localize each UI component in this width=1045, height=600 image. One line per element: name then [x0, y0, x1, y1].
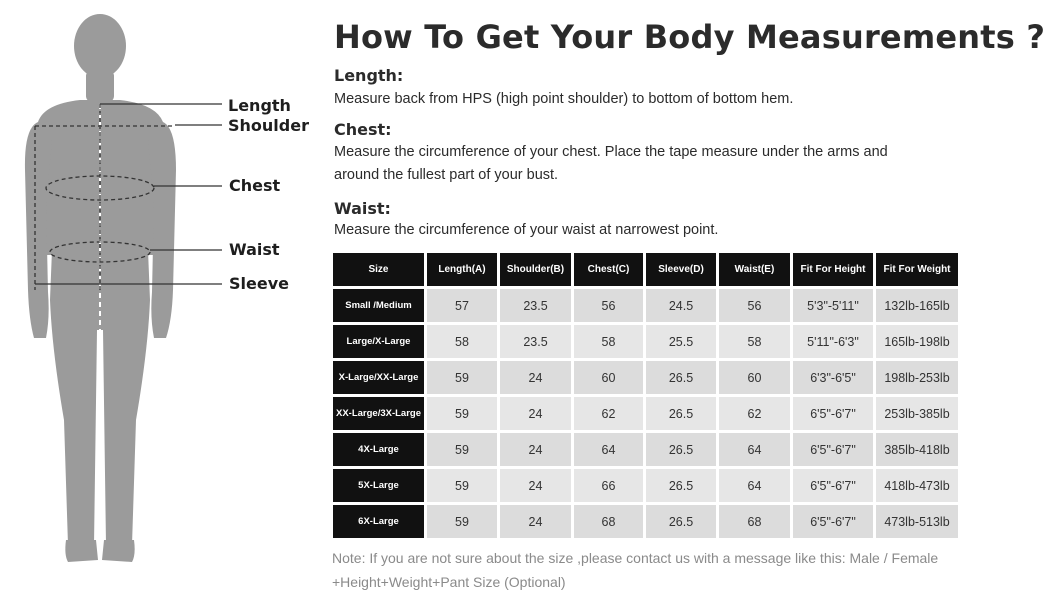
header-waist: Waist(E)	[719, 253, 790, 286]
length-heading: Length:	[334, 66, 404, 85]
length-cell: 59	[427, 469, 497, 502]
fit-height-cell: 6'5"-6'7"	[793, 469, 873, 502]
table-row	[333, 325, 958, 358]
chest-cell: 60	[574, 361, 643, 394]
shoulder-cell: 23.5	[500, 289, 571, 322]
fit-weight-cell: 385lb-418lb	[876, 433, 958, 466]
size-cell: 4X-Large	[333, 433, 424, 466]
size-note: Note: If you are not sure about the size ,please contact us with a message like this: Male / Female +Height+Weight+Pant Size (Optional)	[332, 550, 939, 590]
length-cell: 59	[427, 433, 497, 466]
sleeve-cell: 26.5	[646, 433, 716, 466]
table-row	[333, 361, 958, 394]
size-cell: XX-Large/3X-Large	[333, 397, 424, 430]
fit-weight-cell: 418lb-473lb	[876, 469, 958, 502]
chest-cell: 68	[574, 505, 643, 538]
length-label: Length	[228, 96, 291, 115]
chest-cell: 58	[574, 325, 643, 358]
chest-cell: 62	[574, 397, 643, 430]
fit-weight-cell: 253lb-385lb	[876, 397, 958, 430]
shoulder-cell: 24	[500, 505, 571, 538]
table-row	[333, 397, 958, 430]
sleeve-cell: 24.5	[646, 289, 716, 322]
sleeve-cell: 26.5	[646, 469, 716, 502]
waist-cell: 68	[719, 505, 790, 538]
header-fit-weight: Fit For Weight	[876, 253, 958, 286]
waist-cell: 58	[719, 325, 790, 358]
shoulder-cell: 23.5	[500, 325, 571, 358]
sleeve-cell: 25.5	[646, 325, 716, 358]
size-cell: Small /Medium	[333, 289, 424, 322]
fit-weight-cell: 473lb-513lb	[876, 505, 958, 538]
table-header-row	[333, 253, 958, 286]
fit-weight-cell: 198lb-253lb	[876, 361, 958, 394]
header-sleeve: Sleeve(D)	[646, 253, 716, 286]
header-fit-height: Fit For Height	[793, 253, 873, 286]
fit-weight-cell: 165lb-198lb	[876, 325, 958, 358]
waist-cell: 64	[719, 469, 790, 502]
size-cell: 5X-Large	[333, 469, 424, 502]
shoulder-cell: 24	[500, 469, 571, 502]
waist-cell: 64	[719, 433, 790, 466]
sleeve-label: Sleeve	[229, 274, 289, 293]
chest-cell: 64	[574, 433, 643, 466]
length-cell: 58	[427, 325, 497, 358]
chest-cell: 66	[574, 469, 643, 502]
page-title: How To Get Your Body Measurements ?	[334, 18, 1045, 56]
table-row	[333, 289, 958, 322]
sleeve-cell: 26.5	[646, 397, 716, 430]
waist-cell: 60	[719, 361, 790, 394]
chest-label: Chest	[229, 176, 281, 195]
waist-cell: 56	[719, 289, 790, 322]
shoulder-cell: 24	[500, 433, 571, 466]
length-text: Measure back from HPS (high point shoulder) to bottom of bottom hem.	[334, 91, 794, 107]
chest-text: Measure the circumference of your chest. Place the tape measure under the arms and around the fullest part of your bust.	[334, 144, 888, 183]
shoulder-cell: 24	[500, 397, 571, 430]
size-cell: X-Large/XX-Large	[333, 361, 424, 394]
size-cell: Large/X-Large	[333, 325, 424, 358]
sleeve-cell: 26.5	[646, 505, 716, 538]
chest-cell: 56	[574, 289, 643, 322]
body-figure	[0, 0, 330, 600]
header-length: Length(A)	[427, 253, 497, 286]
chest-heading: Chest:	[334, 120, 392, 139]
waist-heading: Waist:	[334, 199, 391, 218]
length-cell: 59	[427, 397, 497, 430]
body-silhouette	[0, 0, 330, 600]
header-chest: Chest(C)	[574, 253, 643, 286]
fit-height-cell: 5'11"-6'3"	[793, 325, 873, 358]
waist-text: Measure the circumference of your waist at narrowest point.	[334, 222, 719, 238]
fit-height-cell: 6'3"-6'5"	[793, 361, 873, 394]
waist-label: Waist	[229, 240, 280, 259]
length-cell: 57	[427, 289, 497, 322]
length-cell: 59	[427, 505, 497, 538]
fit-height-cell: 6'5"-6'7"	[793, 505, 873, 538]
header-shoulder: Shoulder(B)	[500, 253, 571, 286]
fit-height-cell: 5'3"-5'11"	[793, 289, 873, 322]
fit-height-cell: 6'5"-6'7"	[793, 397, 873, 430]
length-cell: 59	[427, 361, 497, 394]
table-row	[333, 505, 958, 538]
size-chart-table	[330, 250, 961, 541]
shoulder-label: Shoulder	[228, 116, 309, 135]
shoulder-cell: 24	[500, 361, 571, 394]
table-row	[333, 433, 958, 466]
fit-weight-cell: 132lb-165lb	[876, 289, 958, 322]
waist-cell: 62	[719, 397, 790, 430]
size-cell: 6X-Large	[333, 505, 424, 538]
header-size: Size	[333, 253, 424, 286]
sleeve-cell: 26.5	[646, 361, 716, 394]
table-row	[333, 469, 958, 502]
fit-height-cell: 6'5"-6'7"	[793, 433, 873, 466]
